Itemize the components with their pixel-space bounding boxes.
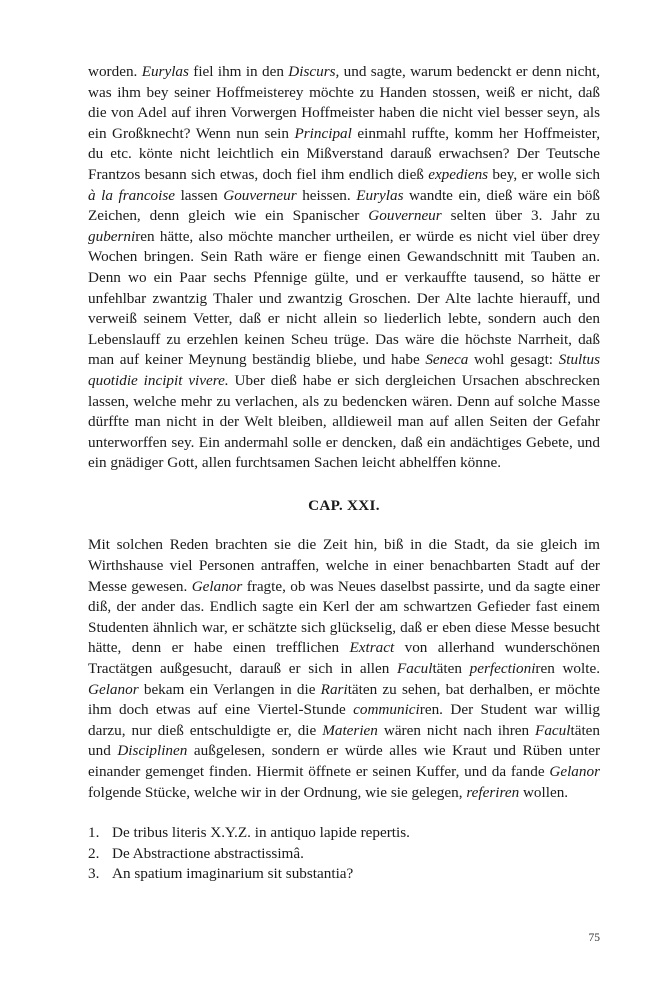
list-item bbox=[88, 844, 600, 865]
italic-term: Eurylas bbox=[356, 186, 404, 204]
page-body bbox=[88, 62, 600, 885]
italic-term: Gouverneur bbox=[368, 207, 442, 225]
list-item-text: De Abstractione abstractissimâ. bbox=[112, 844, 304, 862]
italic-term: expediens bbox=[428, 165, 489, 183]
italic-term: Seneca bbox=[425, 351, 469, 369]
italic-term: Rari bbox=[320, 680, 348, 698]
italic-term: Disciplinen bbox=[117, 742, 188, 760]
list-item-number: 3. bbox=[88, 865, 100, 883]
list-item-number: 2. bbox=[88, 844, 100, 862]
italic-term: Gelanor bbox=[88, 680, 139, 698]
italic-term: Principal bbox=[294, 124, 352, 142]
italic-term: à la francoise bbox=[88, 186, 176, 204]
list-item-number: 1. bbox=[88, 824, 100, 842]
paragraph-chapter-21: Mit solchen Reden brachten sie die Zeit hin, biß in die Stadt, da sie gleich im Wirthshause viel Personen antraffen, welche in einer benachbarten Stadt auf der Messe gewesen. Gelanor fragte, ob was Neues daselbst passirte, und da sagte einer diß, der ander das. Endlich sagte ein Kerl der am schwartzen Gefieder fast einem Studenten ähnlich war, er schätzte sich glückselig, daß er eben diese Messe besucht hätte, denn er habe einen trefflichen Extract von allerhand wunderschönen Tractätgen außgesucht, darauß er sich in allen Facultäten perfectioniren wolte. Gelanor bekam ein Verlangen in die Raritäten zu sehen, bat derhalben, er möchte ihm doch etwas auf eine Viertel-Stunde communiciren. Der Student war willig darzu, nur dieß entschuldigte er, die Materien wären nicht nach ihren Facultäten und Disciplinen außgelesen, sondern er würde alles wie Kraut und Rüben unter einander gemenget finden. Hiermit öffnete er seinen Kuffer, und da fande Gelanor folgende Stücke, welche wir in der Ordnung, wie sie gelegen, referiren wollen. bbox=[88, 536, 601, 801]
italic-term: guberni bbox=[88, 227, 136, 245]
italic-term: Extract bbox=[349, 639, 395, 657]
list-item bbox=[88, 823, 600, 844]
chapter-heading: CAP. XXI. bbox=[308, 496, 380, 514]
italic-term: communici bbox=[353, 701, 420, 719]
paragraph-continuation: worden. Eurylas fiel ihm in den Discurs, und sagte, warum bedenckt er denn nicht, was ihm bey seiner Hoffmeisterey möchte zu Handen stossen, weiß er nicht, daß die von Adel auf ihren Vorwergen Hoffmeister haben die nicht viel besser seyn, als ein Großknecht? Wenn nun sein Principal einmahl ruffte, komm her Hoffmeister, du etc. könte nicht leichtlich ein Mißverstand darauß erwachsen? Der Teutsche Frantzos besann sich etwas, doch fiel ihm endlich dieß expediens bey, er wolle sich à la francoise lassen Gouverneur heissen. Eurylas wandte ein, dieß wäre ein böß Zeichen, denn gleich wie ein Spanischer Gouverneur selten über 3. Jahr zu guberniren hätte, also möchte mancher urtheilen, er würde es nicht viel über drey Wochen bringen. Sein Rath wäre er fienge einen Gewandschnitt mit Tauben an. Denn wo ein Paar sechs Pfennige gülte, und er verkauffte tausend, so hätte er unfehlbar zwantzig Thaler und zwantzig Groschen. Der Alte lachte hierauff, und verweiß seinem Vetter, daß er nicht allein so liederlich lebte, sondern auch den Lebenslauff zu erzehlen keinen Scheu trüge. Das wäre die höchste Narrheit, daß man auf keiner Meynung beständig bliebe, und habe Seneca wohl gesagt: Stultus quotidie incipit vivere. Uber dieß habe er sich dergleichen Ursachen abschrecken lassen, welche mehr zu verlachen, als zu bedencken wären. Denn auf solche Masse dürffte man nicht in der Welt bleiben, alldieweil man auf allen Seiten der Gefahr unterworffen sey. Ein andermahl solle er dencken, daß ein andächtiges Gebete, und ein gnädiger Gott, allen furchtsamen Sachen leicht abhelffen könne. bbox=[88, 63, 600, 472]
page-number: 75 bbox=[588, 932, 600, 944]
italic-term: Facul bbox=[535, 721, 571, 739]
list-item-text: De tribus literis X.Y.Z. in antiquo lapide repertis. bbox=[112, 824, 410, 842]
italic-term: Eurylas bbox=[141, 63, 189, 80]
italic-term: Gelanor bbox=[191, 577, 243, 595]
italic-term: Stultus quotidie incipit vivere. bbox=[88, 351, 600, 389]
italic-term: Materien bbox=[322, 721, 378, 739]
italic-term: referiren bbox=[466, 783, 520, 801]
italic-term: Gelanor bbox=[549, 763, 600, 780]
list-item-text: An spatium imaginarium sit substantia? bbox=[112, 865, 354, 883]
italic-term: perfectioni bbox=[469, 660, 536, 678]
italic-term: Facul bbox=[397, 660, 433, 678]
list-item bbox=[88, 864, 600, 885]
tract-list bbox=[88, 823, 600, 885]
italic-term: Gouverneur bbox=[223, 186, 297, 204]
italic-term: Discurs, bbox=[288, 63, 340, 80]
